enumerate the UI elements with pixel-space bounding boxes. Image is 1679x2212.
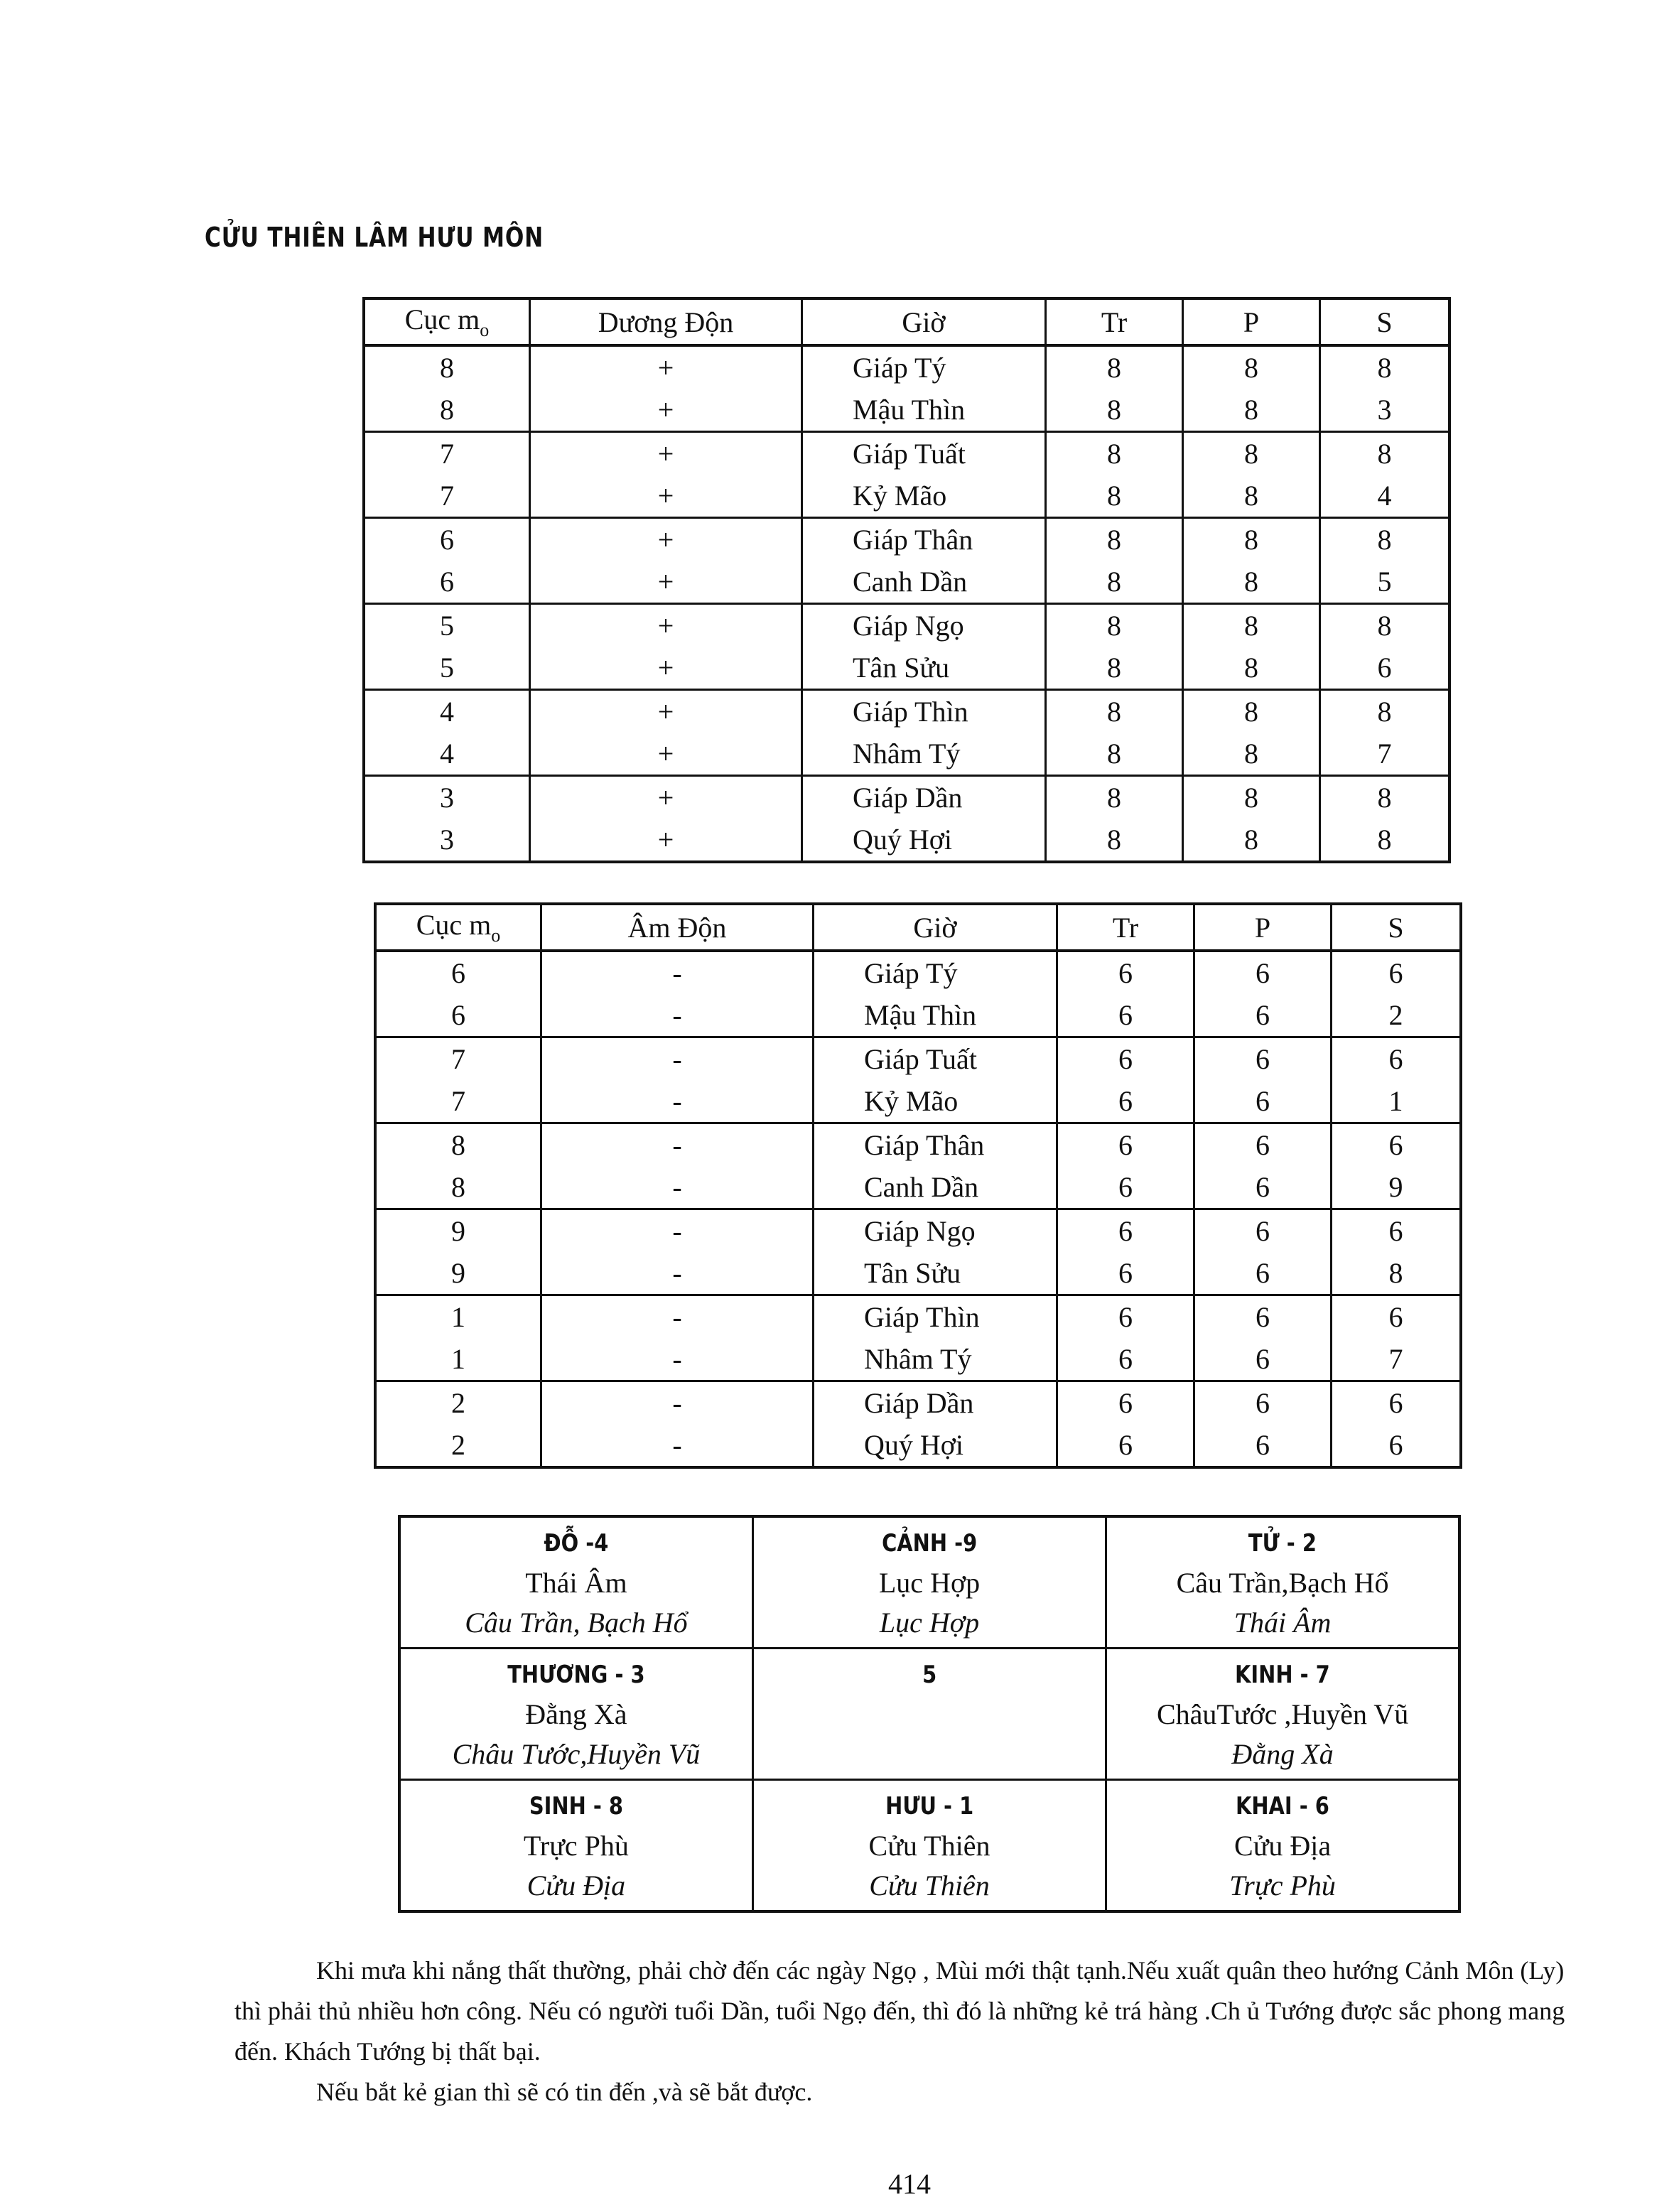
cell-cuc: 8 [364,389,530,432]
cell-cuc: 3 [364,819,530,862]
cell-s: 8 [1320,345,1450,389]
cell-sign: + [530,475,802,518]
cell-s: 8 [1320,819,1450,862]
palace-heading: SINH - 8 [529,1792,623,1820]
duong-don-table [362,297,1451,863]
cell-tr: 6 [1057,1209,1194,1253]
table-row [375,1252,1461,1295]
cell-gio: Giáp Thân [814,1123,1057,1167]
palace-heading: 5 [922,1661,937,1689]
cell-p: 8 [1183,389,1320,432]
col-header-gio: Giờ [814,904,1057,951]
col-header-gio: Giờ [802,298,1046,345]
cell-cuc: 2 [375,1424,541,1467]
palace-italic: Cửu Địa [527,1870,626,1901]
cell-cuc: 7 [364,432,530,475]
cell-sign: - [541,1295,814,1339]
cell-tr: 8 [1046,518,1183,561]
palace-cell [399,1780,752,1912]
cell-cuc: 9 [375,1252,541,1295]
table-header-row [364,298,1449,345]
cell-p: 6 [1194,1080,1332,1123]
cell-tr: 8 [1046,647,1183,690]
cell-sign: - [541,1166,814,1209]
cell-tr: 8 [1046,432,1183,475]
cell-p: 6 [1194,1424,1332,1467]
cell-s: 7 [1332,1338,1462,1381]
cell-tr: 8 [1046,389,1183,432]
cell-cuc: 7 [364,475,530,518]
cell-gio: Tân Sửu [802,647,1046,690]
col-header-tr: Tr [1057,904,1194,951]
table-row [364,475,1449,518]
cell-tr: 6 [1057,1381,1194,1425]
cell-p: 8 [1183,647,1320,690]
cell-gio: Giáp Dần [802,776,1046,819]
cell-sign: - [541,994,814,1037]
cell-p: 8 [1183,819,1320,862]
cell-cuc: 4 [364,690,530,733]
cell-sign: + [530,561,802,604]
cell-cuc: 3 [364,776,530,819]
paragraph-2: Nếu bắt kẻ gian thì sẽ có tin đến ,và sẽ bắt được. [316,2078,813,2106]
cell-p: 6 [1194,1252,1332,1295]
table-row [375,1123,1461,1167]
palace-italic: Câu Trần, Bạch Hổ [465,1607,688,1639]
cell-tr: 8 [1046,604,1183,647]
cell-gio: Kỷ Mão [802,475,1046,518]
cell-tr: 6 [1057,951,1194,994]
cell-p: 6 [1194,1338,1332,1381]
cell-tr: 8 [1046,819,1183,862]
cell-sign: - [541,1080,814,1123]
cell-s: 8 [1320,518,1450,561]
cell-p: 8 [1183,475,1320,518]
cell-cuc: 5 [364,647,530,690]
cell-cuc: 5 [364,604,530,647]
cell-s: 7 [1320,733,1450,776]
cell-tr: 8 [1046,733,1183,776]
cell-s: 6 [1332,1295,1462,1339]
palace-line [754,1695,1105,1734]
table-row [375,1209,1461,1253]
palace-heading: CẢNH -9 [881,1529,978,1558]
cell-p: 8 [1183,561,1320,604]
cell-s: 8 [1320,690,1450,733]
cell-p: 6 [1194,1037,1332,1081]
cell-cuc: 8 [364,345,530,389]
cell-cuc: 8 [375,1166,541,1209]
cell-sign: - [541,1338,814,1381]
palace-cell [752,1780,1106,1912]
cell-sign: + [530,518,802,561]
col-header-s: S [1320,298,1450,345]
palace-cell [1106,1649,1459,1780]
table-row [375,1338,1461,1381]
cell-s: 6 [1332,1209,1462,1253]
cell-sign: - [541,1209,814,1253]
cell-gio: Canh Dần [802,561,1046,604]
am-don-table [374,902,1462,1469]
cell-gio: Giáp Thìn [814,1295,1057,1339]
palace-italic: Lục Hợp [879,1607,980,1639]
palace-line: Cửu Thiên [868,1830,990,1862]
table-row [364,690,1449,733]
palace-heading: THƯƠNG - 3 [507,1661,645,1689]
cell-gio: Giáp Ngọ [814,1209,1057,1253]
cell-p: 6 [1194,951,1332,994]
col-header-p: P [1194,904,1332,951]
cell-sign: + [530,389,802,432]
cell-s: 5 [1320,561,1450,604]
paragraph-1: Khi mưa khi nắng thất thường, phải chờ đến các ngày Ngọ , Mùi mới thật tạnh.Nếu xuất quân theo hướng Cảnh Môn (Ly) thì phải thủ nhiều hơn công. Nếu có người tuổi Dần, tuổi Ngọ đến, thì đó là những kẻ trá hàng .Ch ủ Tướng được sắc phong mang đến. Khách Tướng bị thất bại. [234,1956,1565,2066]
palace-heading: KINH - 7 [1235,1661,1330,1689]
palace-row [399,1649,1459,1780]
cell-gio: Tân Sửu [814,1252,1057,1295]
cell-cuc: 1 [375,1338,541,1381]
cell-gio: Mậu Thìn [802,389,1046,432]
col-header-don: Âm Độn [541,904,814,951]
palace-cell [752,1516,1106,1649]
cell-gio: Giáp Dần [814,1381,1057,1425]
palace-italic: Trực Phù [1229,1870,1336,1901]
cell-cuc: 7 [375,1080,541,1123]
cell-s: 6 [1332,1123,1462,1167]
cell-s: 3 [1320,389,1450,432]
cell-p: 8 [1183,518,1320,561]
cell-gio: Giáp Tý [802,345,1046,389]
palace-cell [1106,1780,1459,1912]
cell-sign: + [530,604,802,647]
col-header-cuc: Cục $m_o$ [364,298,530,345]
cell-s: 8 [1320,604,1450,647]
cell-sign: - [541,1381,814,1425]
palace-row [399,1780,1459,1912]
cell-tr: 8 [1046,475,1183,518]
cell-s: 8 [1332,1252,1462,1295]
cell-sign: + [530,432,802,475]
palace-heading: TỬ - 2 [1248,1529,1317,1558]
cell-cuc: 9 [375,1209,541,1253]
cell-cuc: 4 [364,733,530,776]
table-row [375,1424,1461,1467]
cell-s: 9 [1332,1166,1462,1209]
cell-p: 8 [1183,690,1320,733]
table-row [375,1166,1461,1209]
table-row [364,345,1449,389]
cell-gio: Giáp Tuất [814,1037,1057,1081]
cell-p: 6 [1194,1381,1332,1425]
cell-cuc: 1 [375,1295,541,1339]
cell-cuc: 7 [375,1037,541,1081]
palace-italic: Đằng Xà [1231,1738,1334,1770]
cell-cuc: 6 [375,994,541,1037]
cell-gio: Quý Hợi [802,819,1046,862]
table-row [375,994,1461,1037]
cell-p: 6 [1194,1209,1332,1253]
cell-sign: + [530,819,802,862]
table-row [364,432,1449,475]
cell-s: 6 [1320,647,1450,690]
cell-cuc: 6 [375,951,541,994]
cell-cuc: 6 [364,561,530,604]
cell-tr: 6 [1057,1424,1194,1467]
cell-p: 8 [1183,345,1320,389]
table-row [364,776,1449,819]
table-row [364,604,1449,647]
cell-p: 8 [1183,432,1320,475]
cell-s: 4 [1320,475,1450,518]
cell-tr: 6 [1057,1295,1194,1339]
cell-p: 8 [1183,776,1320,819]
cell-p: 6 [1194,1166,1332,1209]
col-header-don: Dương Độn [530,298,802,345]
palace-line: Lục Hợp [878,1567,981,1599]
palace-grid [398,1515,1461,1913]
table-row [375,951,1461,994]
palace-line: Đằng Xà [525,1698,627,1730]
cell-p: 8 [1183,733,1320,776]
cell-p: 6 [1194,994,1332,1037]
cell-s: 6 [1332,1037,1462,1081]
cell-gio: Giáp Thìn [802,690,1046,733]
table-row [364,518,1449,561]
cell-sign: + [530,647,802,690]
palace-cell [1106,1516,1459,1649]
table-row [375,1037,1461,1081]
cell-sign: - [541,1424,814,1467]
palace-italic: Cửu Thiên [869,1870,990,1901]
cell-gio: Mậu Thìn [814,994,1057,1037]
col-header-cuc: Cục $m_o$ [375,904,541,951]
cell-s: 6 [1332,1381,1462,1425]
table-row [364,647,1449,690]
palace-cell [399,1649,752,1780]
cell-gio: Quý Hợi [814,1424,1057,1467]
palace-italic: Châu Tước,Huyền Vũ [452,1738,701,1770]
cell-tr: 8 [1046,345,1183,389]
palace-cell [399,1516,752,1649]
cell-cuc: 8 [375,1123,541,1167]
cell-tr: 6 [1057,1080,1194,1123]
table-row [364,733,1449,776]
table-row [375,1295,1461,1339]
cell-gio: Nhâm Tý [802,733,1046,776]
cell-s: 8 [1320,776,1450,819]
table-header-row [375,904,1461,951]
cell-gio: Canh Dần [814,1166,1057,1209]
cell-p: 8 [1183,604,1320,647]
palace-heading: ĐỖ -4 [544,1529,609,1558]
page-title: CỬU THIÊN LÂM HƯU MÔN [205,222,544,253]
cell-tr: 8 [1046,561,1183,604]
cell-gio: Giáp Thân [802,518,1046,561]
page-number: 414 [888,2168,931,2200]
cell-gio: Nhâm Tý [814,1338,1057,1381]
table-row [375,1080,1461,1123]
cell-sign: - [541,1037,814,1081]
cell-sign: + [530,345,802,389]
cell-tr: 6 [1057,1338,1194,1381]
palace-line: Trực Phù [523,1830,629,1862]
cell-sign: - [541,1252,814,1295]
cell-s: 8 [1320,432,1450,475]
cell-tr: 8 [1046,690,1183,733]
palace-line: Thái Âm [525,1567,627,1599]
palace-line: Câu Trần,Bạch Hổ [1176,1567,1389,1599]
cell-cuc: 2 [375,1381,541,1425]
cell-gio: Kỷ Mão [814,1080,1057,1123]
palace-line: Cửu Địa [1234,1830,1332,1862]
cell-sign: - [541,1123,814,1167]
cell-sign: + [530,690,802,733]
cell-p: 6 [1194,1123,1332,1167]
cell-sign: - [541,951,814,994]
cell-gio: Giáp Tý [814,951,1057,994]
col-header-s: S [1332,904,1462,951]
cell-tr: 6 [1057,1123,1194,1167]
col-header-p: P [1183,298,1320,345]
table-row [375,1381,1461,1425]
cell-gio: Giáp Ngọ [802,604,1046,647]
table-row [364,389,1449,432]
cell-sign: + [530,733,802,776]
cell-tr: 6 [1057,1037,1194,1081]
cell-sign: + [530,776,802,819]
palace-row [399,1516,1459,1649]
palace-line: ChâuTước ,Huyền Vũ [1156,1698,1409,1730]
cell-tr: 6 [1057,1166,1194,1209]
cell-s: 6 [1332,1424,1462,1467]
col-header-tr: Tr [1046,298,1183,345]
palace-italic [754,1734,1105,1774]
cell-s: 6 [1332,951,1462,994]
cell-cuc: 6 [364,518,530,561]
table-row [364,561,1449,604]
palace-cell [752,1649,1106,1780]
palace-italic: Thái Âm [1233,1607,1332,1639]
palace-heading: HƯU - 1 [885,1792,974,1820]
cell-s: 1 [1332,1080,1462,1123]
cell-s: 2 [1332,994,1462,1037]
cell-p: 6 [1194,1295,1332,1339]
table-row [364,819,1449,862]
cell-tr: 6 [1057,1252,1194,1295]
palace-heading: KHAI - 6 [1236,1792,1330,1820]
cell-tr: 6 [1057,994,1194,1037]
cell-gio: Giáp Tuất [802,432,1046,475]
cell-tr: 8 [1046,776,1183,819]
